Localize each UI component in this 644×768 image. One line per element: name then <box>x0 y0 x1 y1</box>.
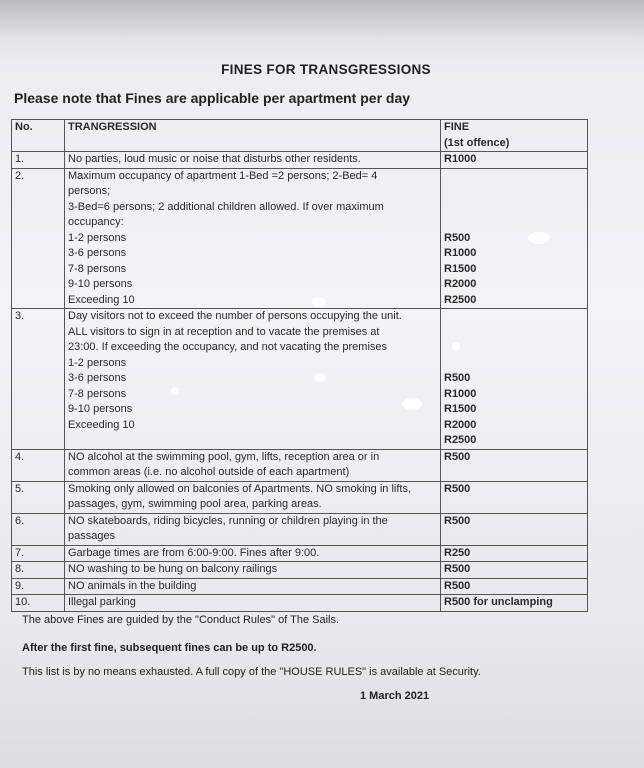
row-number: 1. <box>12 152 65 169</box>
fine-amount: R500 <box>444 482 471 495</box>
transgression-line: Maximum occupancy of apartment 1-Bed =2 persons; 2-Bed= 4 <box>68 169 378 182</box>
fine-amount: R500 <box>444 579 471 592</box>
glare-spot <box>452 342 460 350</box>
fine-amount <box>444 309 584 325</box>
fine-amount: R1000 <box>444 153 477 165</box>
transgression-line: NO skateboards, riding bicycles, running or children playing in the <box>68 514 388 527</box>
fine-amount: R500 <box>444 372 471 384</box>
transgression-line: Day visitors not to exceed the number of persons occupying the unit. <box>68 310 402 322</box>
table-row <box>12 578 588 595</box>
fine-amount: R2500 <box>444 293 477 306</box>
row-number: 5. <box>12 481 65 513</box>
fine-amount: R2000 <box>444 418 477 431</box>
row-transgression <box>65 562 441 579</box>
row-fine <box>441 481 588 513</box>
row-transgression <box>65 481 441 513</box>
row-fine <box>441 545 588 562</box>
fine-amount: R2000 <box>444 278 477 290</box>
fine-amount <box>444 184 584 200</box>
transgression-line: Exceeding 10 <box>68 293 135 306</box>
fine-amount: R2500 <box>444 434 477 446</box>
transgression-line: 9-10 persons <box>68 278 133 290</box>
fine-amount: R250 <box>444 546 471 559</box>
fine-amount: R1000 <box>444 247 477 259</box>
footer-guided: The above Fines are guided by the "Conduct Rules" of The Sails. <box>22 614 340 626</box>
transgression-line: NO alcohol at the swimming pool, gym, lifts, reception area or in <box>68 450 380 463</box>
table-row <box>12 152 588 169</box>
transgression-line: 3-6 persons <box>68 247 127 259</box>
row-number: 9. <box>12 578 65 595</box>
table-row <box>12 168 588 309</box>
row-fine <box>441 309 588 450</box>
transgression-line: 9-10 persons <box>68 403 133 415</box>
row-transgression <box>65 545 441 562</box>
fine-amount <box>444 325 584 341</box>
paper-fold <box>0 0 644 40</box>
header-fine <box>441 120 588 152</box>
row-transgression <box>65 168 441 309</box>
table-row <box>12 513 588 545</box>
fine-amount: R500 <box>444 450 471 463</box>
table-row <box>12 595 588 612</box>
row-transgression <box>65 513 441 545</box>
transgression-line: Garbage times are from 6:00-9:00. Fines after 9:00. <box>68 546 320 559</box>
transgression-line: passages, gym, swimming pool area, parking areas. <box>68 498 322 510</box>
header-fine-sub: (1st offence) <box>444 136 510 149</box>
page-title: FINES FOR TRANSGRESSIONS <box>221 62 431 77</box>
row-number: 4. <box>12 449 65 481</box>
fine-amount: R1500 <box>444 262 477 275</box>
row-transgression <box>65 152 441 169</box>
transgression-line: 3-6 persons <box>68 372 127 384</box>
row-fine <box>441 513 588 545</box>
footer-date: 1 March 2021 <box>360 690 430 702</box>
header-fine-label: FINE <box>444 121 470 133</box>
fine-amount <box>444 169 584 185</box>
row-number: 6. <box>12 513 65 545</box>
transgression-line: 3-Bed=6 persons; 2 additional children allowed. If over maximum <box>68 200 384 213</box>
transgression-line: occupancy: <box>68 216 124 228</box>
table-row <box>12 545 588 562</box>
row-transgression <box>65 578 441 595</box>
row-number: 3. <box>12 309 65 450</box>
glare-spot <box>171 387 179 395</box>
row-fine <box>441 168 588 309</box>
row-fine <box>441 152 588 169</box>
table-row <box>12 309 588 450</box>
row-transgression <box>65 309 441 450</box>
transgression-line: 1-2 persons <box>68 231 127 244</box>
transgression-line: persons; <box>68 185 111 197</box>
transgression-line: common areas (i.e. no alcohol outside of each apartment) <box>68 466 350 478</box>
transgression-line: Smoking only allowed on balconies of Apartments. NO smoking in lifts, <box>68 482 411 495</box>
row-transgression <box>65 595 441 612</box>
fine-amount: R1000 <box>444 387 477 400</box>
transgression-line: ALL visitors to sign in at reception and to vacate the premises at <box>68 325 380 338</box>
fine-amount: R1500 <box>444 403 477 415</box>
table-header-row <box>12 120 588 152</box>
table-row <box>12 562 588 579</box>
transgression-line: 7-8 persons <box>68 262 127 275</box>
footer-list-note: This list is by no means exhausted. A full copy of the "HOUSE RULES" is available at Security. <box>22 666 481 678</box>
transgression-line: Illegal parking <box>68 596 136 608</box>
fine-amount <box>444 356 584 372</box>
transgression-line: passages <box>68 530 116 542</box>
fine-amount <box>444 340 584 356</box>
fine-amount <box>444 200 584 216</box>
glare-spot <box>312 297 326 307</box>
transgression-line: NO animals in the building <box>68 579 197 592</box>
transgression-line: NO washing to be hung on balcony railings <box>68 563 278 575</box>
glare-spot <box>402 398 422 410</box>
header-no: No. <box>12 120 65 152</box>
transgression-line: Exceeding 10 <box>68 418 135 431</box>
fine-amount: R500 <box>444 231 471 244</box>
transgression-line: 1-2 persons <box>68 356 127 369</box>
table-row <box>12 449 588 481</box>
table-row <box>12 481 588 513</box>
fine-amount: R500 <box>444 514 471 527</box>
fines-table <box>11 119 588 612</box>
row-fine <box>441 449 588 481</box>
row-fine <box>441 562 588 579</box>
row-number: 10. <box>12 595 65 612</box>
row-transgression <box>65 449 441 481</box>
fine-amount: R500 <box>444 563 471 575</box>
glare-spot <box>528 232 550 244</box>
row-number: 7. <box>12 545 65 562</box>
transgression-line: 23:00. If exceeding the occupancy, and not vacating the premises <box>68 341 387 353</box>
fines-note: Please note that Fines are applicable per apartment per day <box>14 90 411 106</box>
footer-after-first: After the first fine, subsequent fines can be up to R2500. <box>22 642 317 654</box>
row-fine <box>441 578 588 595</box>
fine-amount <box>444 215 584 231</box>
row-number: 2. <box>12 168 65 309</box>
glare-spot <box>314 373 326 382</box>
row-fine <box>441 595 588 612</box>
fine-amount: R500 for unclamping <box>444 596 553 608</box>
header-transgression: TRANGRESSION <box>65 120 441 152</box>
transgression-line: 7-8 persons <box>68 387 127 400</box>
row-number: 8. <box>12 562 65 579</box>
transgression-line: No parties, loud music or noise that disturbs other residents. <box>68 153 361 165</box>
